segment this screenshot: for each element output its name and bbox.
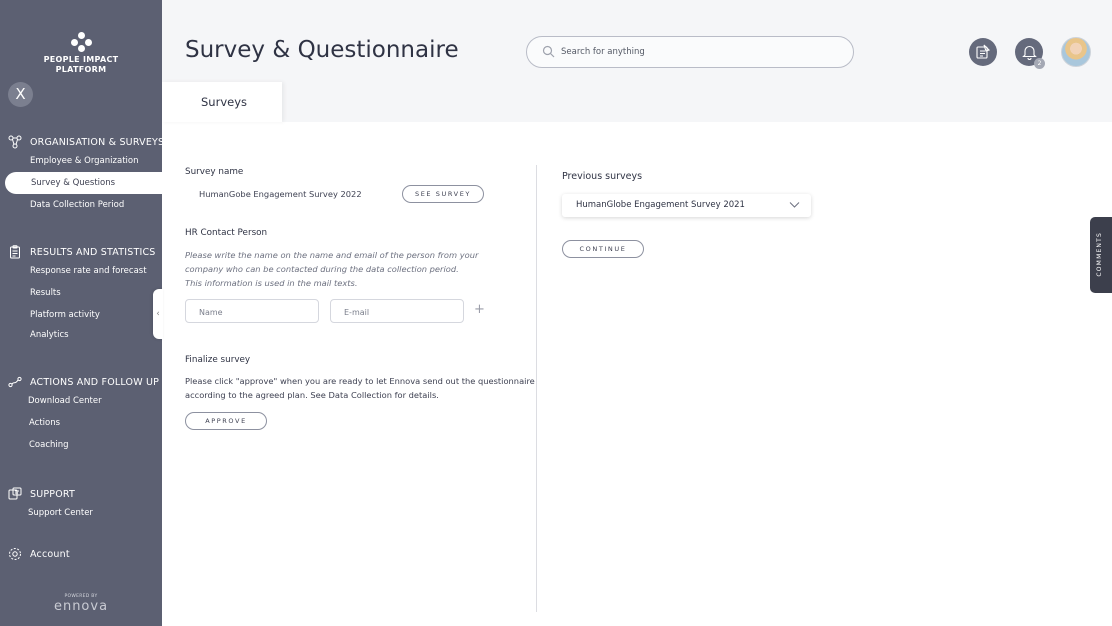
close-sidebar-button[interactable]: X xyxy=(8,82,33,107)
sidebar-item-survey-questions[interactable]: Survey & Questions xyxy=(31,178,116,188)
avatar[interactable] xyxy=(1061,37,1091,67)
top-header xyxy=(162,0,1112,82)
continue-button[interactable]: CONTINUE xyxy=(562,240,644,258)
section-title: SUPPORT xyxy=(30,488,76,500)
sidebar-item-download-center[interactable]: Download Center xyxy=(28,396,102,406)
support-icon xyxy=(7,487,23,501)
section-title: ORGANISATION & SURVEYS xyxy=(30,136,165,148)
previous-surveys-select[interactable] xyxy=(562,194,811,217)
powered-by: POWERED BY xyxy=(64,594,98,599)
brand-logo xyxy=(0,32,162,75)
clipboard-icon xyxy=(7,245,23,259)
collapse-sidebar-handle[interactable]: ‹ xyxy=(153,289,163,339)
hr-contact-hint: Please write the name on the name and email of the person from your company who can be contacted during the data collection period. This information is used in the mail texts. xyxy=(185,250,479,288)
column-divider xyxy=(536,165,537,612)
chevron-down-icon xyxy=(789,201,800,209)
path-icon xyxy=(7,375,23,389)
name-field[interactable] xyxy=(185,299,319,323)
section-title: ACTIONS AND FOLLOW UP xyxy=(30,376,160,388)
section-account[interactable] xyxy=(7,547,70,561)
sidebar-item-analytics[interactable]: Analytics xyxy=(30,330,69,340)
tab-strip xyxy=(162,82,1112,122)
survey-name-value: HumanGobe Engagement Survey 2022 xyxy=(199,189,362,199)
sidebar-item-coaching[interactable]: Coaching xyxy=(29,440,69,450)
name-input[interactable] xyxy=(186,302,318,324)
sidebar-item-employee-organization[interactable]: Employee & Organization xyxy=(30,156,139,166)
search-box[interactable] xyxy=(526,36,854,68)
survey-button[interactable] xyxy=(969,38,997,66)
search-icon xyxy=(542,45,555,58)
sidebar-item-results[interactable]: Results xyxy=(30,288,61,298)
email-field[interactable] xyxy=(330,299,464,323)
sidebar-item-response-rate[interactable]: Response rate and forecast xyxy=(30,266,147,276)
comments-tab[interactable] xyxy=(1090,217,1112,293)
tab-label: Surveys xyxy=(201,95,247,109)
survey-name-label: Survey name xyxy=(185,167,244,177)
logo-icon xyxy=(70,32,92,52)
section-title: RESULTS AND STATISTICS xyxy=(30,246,156,258)
email-input[interactable] xyxy=(331,302,463,324)
page-title: Survey & Questionnaire xyxy=(185,37,459,63)
previous-surveys-selected: HumanGlobe Engagement Survey 2021 xyxy=(576,200,745,210)
ennova-logo: ennova xyxy=(53,599,109,614)
previous-surveys-label: Previous surveys xyxy=(562,171,643,182)
section-organisation-surveys[interactable] xyxy=(7,135,164,149)
approve-button[interactable]: APPROVE xyxy=(185,412,267,430)
gear-icon xyxy=(7,547,23,561)
notification-badge: 2 xyxy=(1034,58,1045,69)
section-title: Account xyxy=(30,548,70,560)
comments-label: COMMENTS xyxy=(1096,232,1103,277)
sidebar xyxy=(0,0,165,626)
bell-icon xyxy=(1022,44,1037,60)
sidebar-item-support-center[interactable]: Support Center xyxy=(28,508,93,518)
sidebar-item-data-collection-period[interactable]: Data Collection Period xyxy=(30,200,125,210)
brand-name: PEOPLE IMPACT PLATFORM xyxy=(43,55,119,74)
search-input[interactable] xyxy=(561,44,831,60)
sidebar-item-actions[interactable]: Actions xyxy=(29,418,61,428)
section-support[interactable] xyxy=(7,487,75,501)
finalize-survey-text: Please click "approve" when you are ready to let Ennova send out the questionnaire according to the agreed plan. See Data Collection for details. xyxy=(185,376,535,400)
add-contact-icon[interactable]: + xyxy=(474,302,485,317)
see-survey-button[interactable]: SEE SURVEY xyxy=(402,185,484,203)
tab-surveys[interactable] xyxy=(162,82,282,122)
section-actions-follow-up[interactable] xyxy=(7,375,159,389)
organisation-icon xyxy=(7,135,23,149)
sidebar-item-platform-activity[interactable]: Platform activity xyxy=(30,310,100,320)
survey-clipboard-icon xyxy=(975,44,991,60)
section-results-statistics[interactable] xyxy=(7,245,156,259)
hr-contact-label: HR Contact Person xyxy=(185,228,268,238)
finalize-survey-label: Finalize survey xyxy=(185,355,251,365)
